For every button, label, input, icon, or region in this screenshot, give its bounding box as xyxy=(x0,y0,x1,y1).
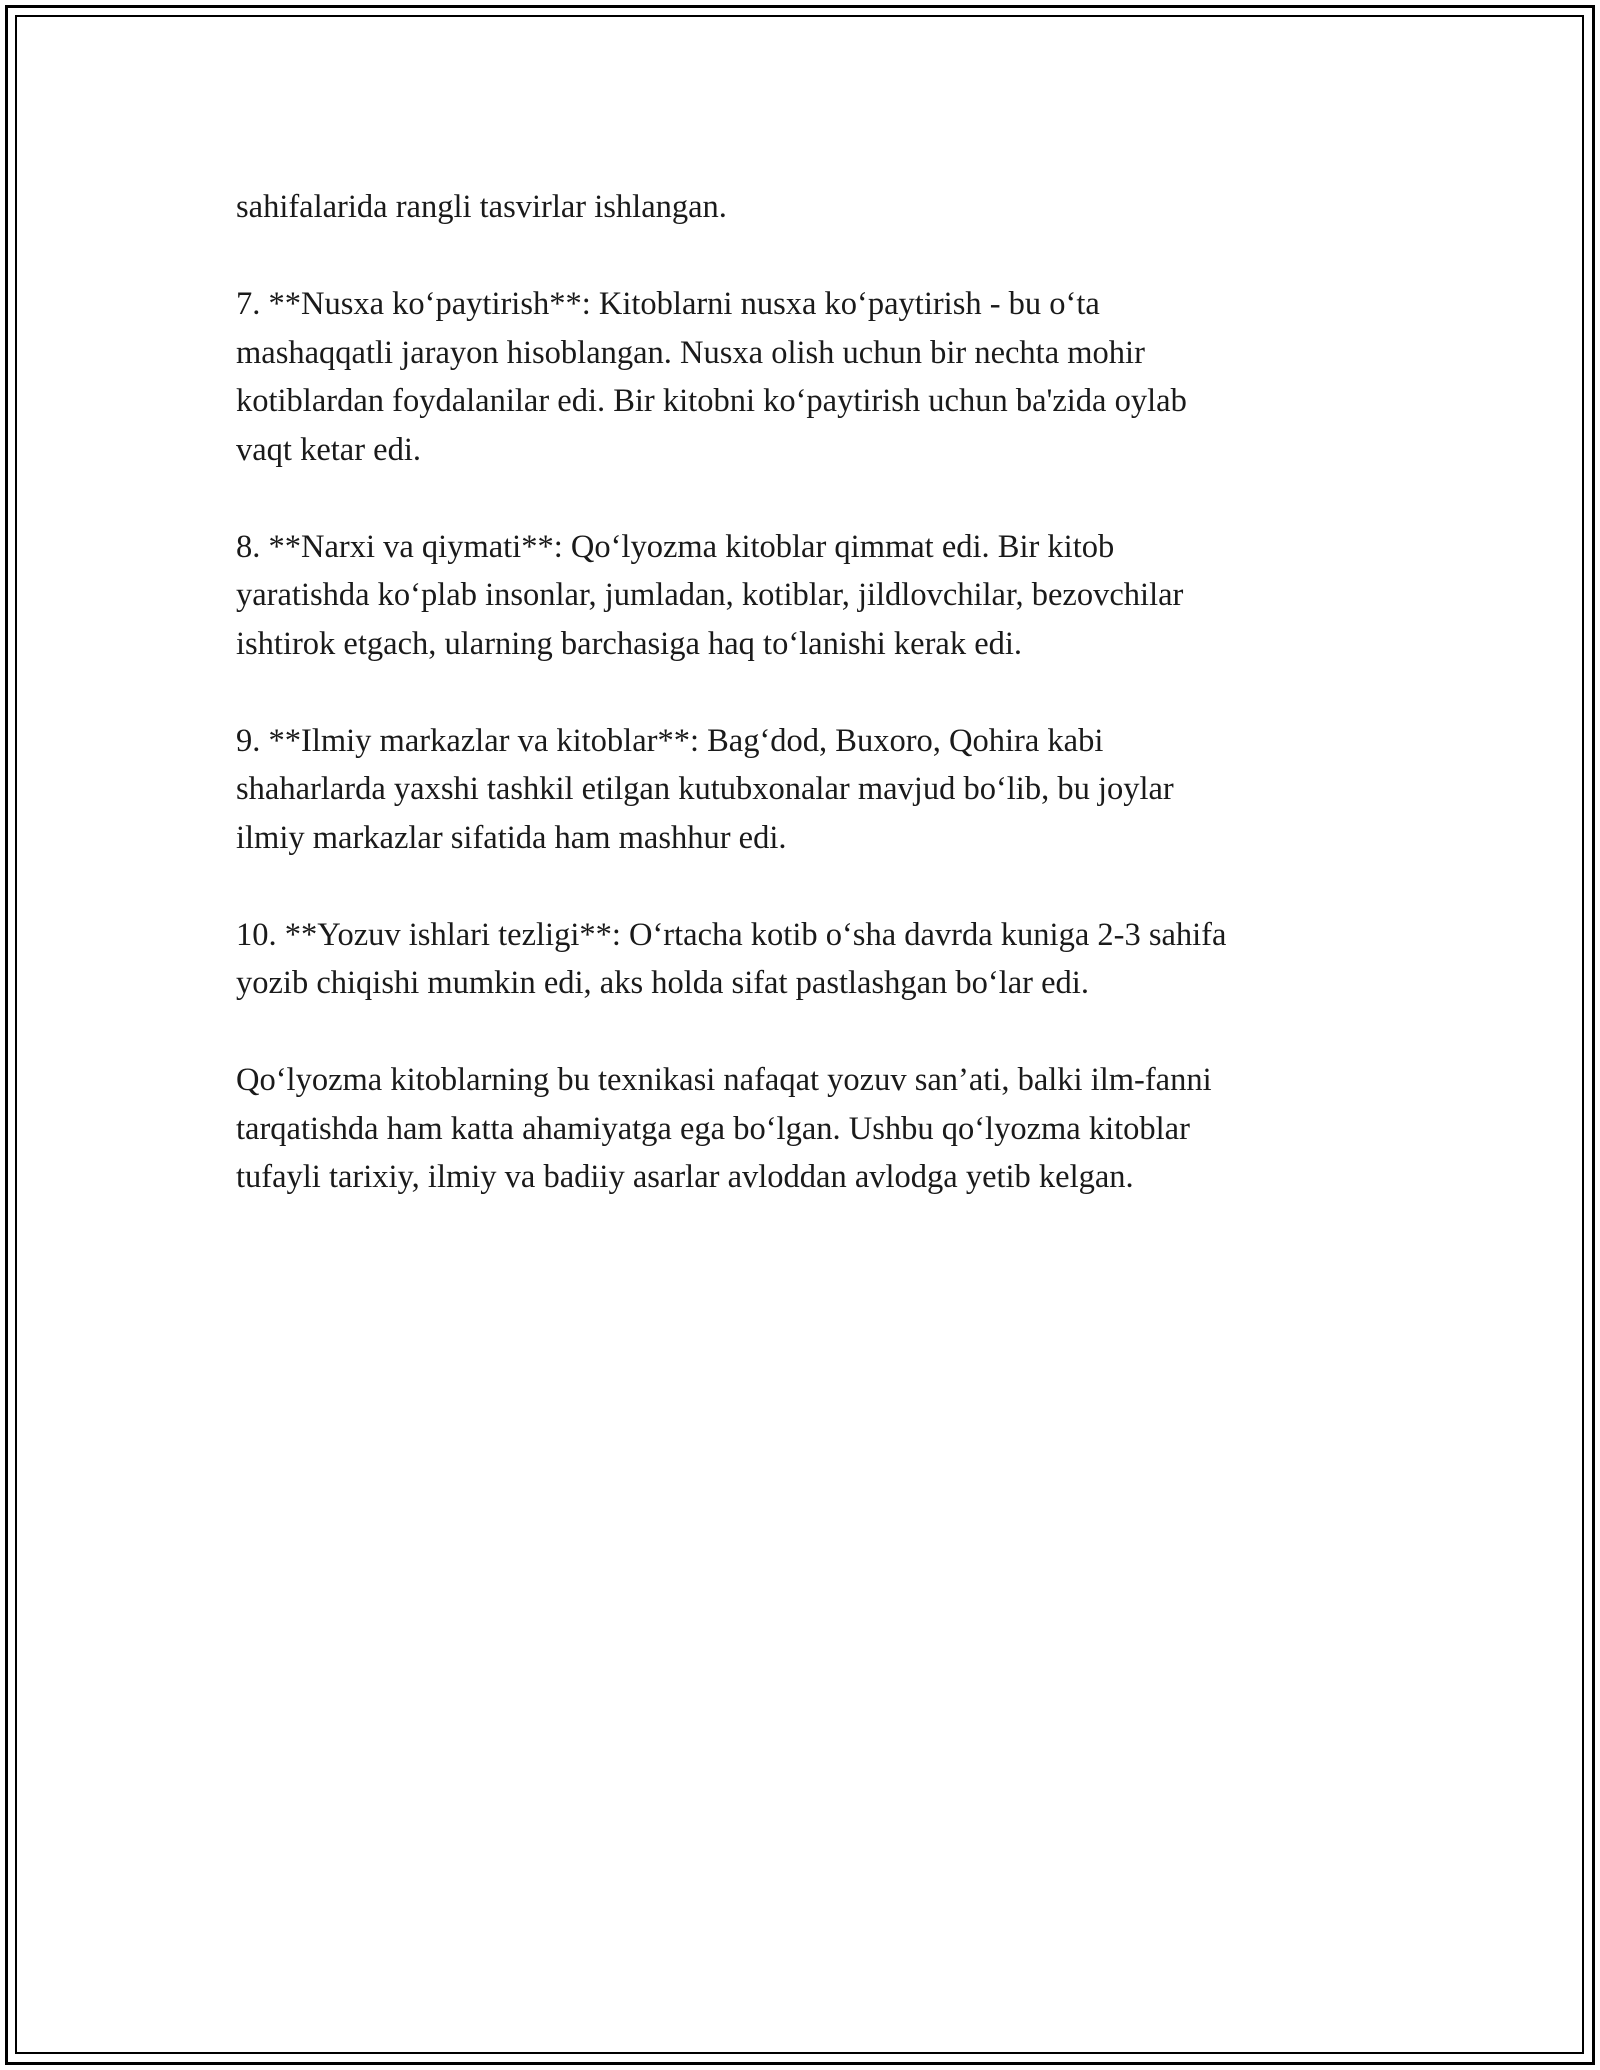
text-line: yozib chiqishi mumkin edi, aks holda sifat pastlashgan bo‘lar edi. xyxy=(236,965,1089,1001)
text-line: ilmiy markazlar sifatida ham mashhur edi. xyxy=(236,819,787,856)
text-line: 7. **Nusxa ko‘paytirish**: Kitoblarni nusxa ko‘paytirish - bu o‘ta xyxy=(236,286,1100,322)
text-line: mashaqqatli jarayon hisoblangan. Nusxa olish uchun bir nechta mohir xyxy=(236,334,1145,371)
paragraph-item-7 xyxy=(236,280,1386,474)
text-line: Qo‘lyozma kitoblarning bu texnikasi nafaqat yozuv san’ati, balki ilm-fanni xyxy=(236,1062,1212,1098)
text-line: 8. **Narxi va qiymati**: Qo‘lyozma kitoblar qimmat edi. Bir kitob xyxy=(236,528,1115,565)
text-line: vaqt ketar edi. xyxy=(236,431,421,468)
text-line: yaratishda ko‘plab insonlar, jumladan, kotiblar, jildlovchilar, bezovchilar xyxy=(236,577,1184,613)
paragraph-item-8 xyxy=(236,523,1386,669)
text-line: shaharlarda yaxshi tashkil etilgan kutubxonalar mavjud bo‘lib, bu joylar xyxy=(236,771,1174,807)
text-line: kotiblardan foydalanilar edi. Bir kitobni ko‘paytirish uchun ba'zida oylab xyxy=(236,383,1187,419)
text-line: ishtirok etgach, ularning barchasiga haq to‘lanishi kerak edi. xyxy=(236,625,1023,662)
paragraph-continuation xyxy=(236,183,1386,232)
text-line: sahifalarida rangli tasvirlar ishlangan. xyxy=(236,189,727,225)
text-line: tufayli tarixiy, ilmiy va badiiy asarlar avloddan avlodga yetib kelgan. xyxy=(236,1159,1134,1195)
paragraph-item-9 xyxy=(236,717,1386,863)
paragraph-conclusion xyxy=(236,1056,1386,1202)
text-line: 9. **Ilmiy markazlar va kitoblar**: Bag‘dod, Buxoro, Qohira kabi xyxy=(236,722,1104,759)
text-line: 10. **Yozuv ishlari tezligi**: O‘rtacha kotib o‘sha davrda kuniga 2-3 sahifa xyxy=(236,916,1227,953)
document-body xyxy=(236,183,1386,1250)
text-line: tarqatishda ham katta ahamiyatga ega bo‘lgan. Ushbu qo‘lyozma kitoblar xyxy=(236,1110,1190,1147)
paragraph-item-10 xyxy=(236,911,1386,1008)
